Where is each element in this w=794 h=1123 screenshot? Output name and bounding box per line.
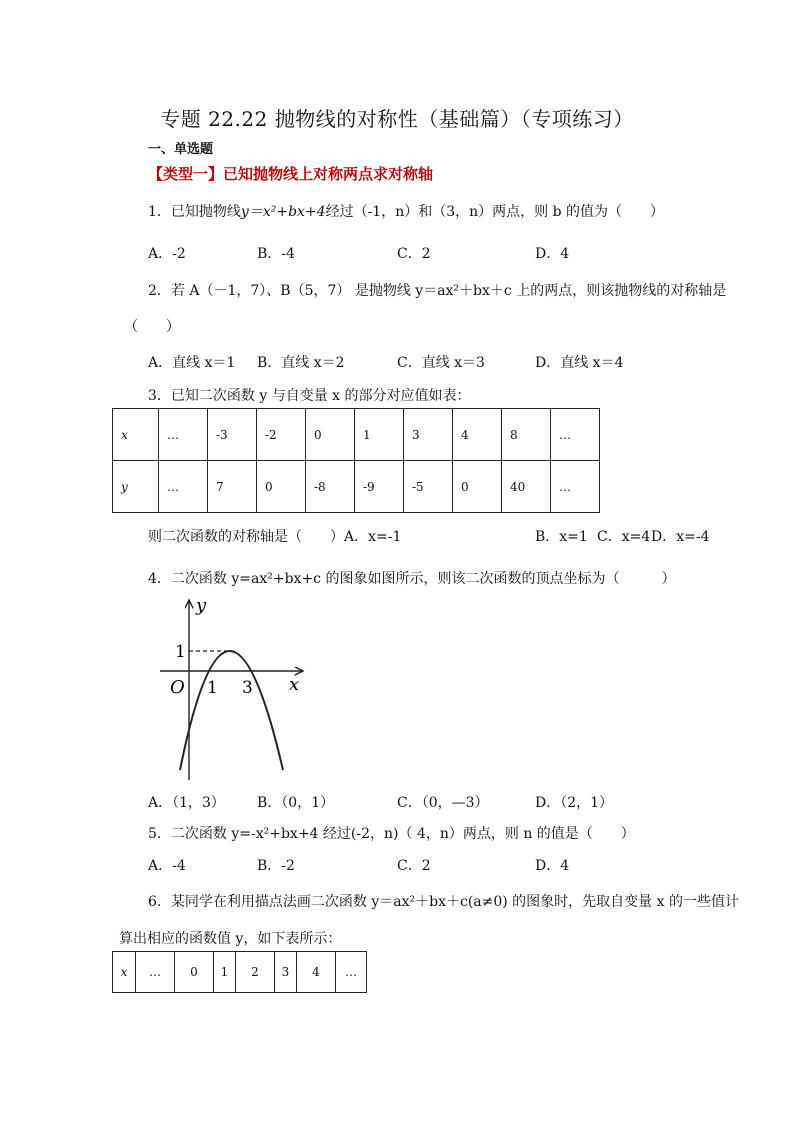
table-cell: 2 xyxy=(236,952,275,993)
table-cell: 4 xyxy=(297,952,336,993)
x-tick-3: 3 xyxy=(242,678,253,698)
table-cell: 4 xyxy=(453,409,502,461)
table-cell: 1 xyxy=(214,952,236,993)
table-cell: 0 xyxy=(175,952,214,993)
table-cell: -8 xyxy=(306,461,355,513)
table-cell: x xyxy=(113,409,159,461)
table-cell: 0 xyxy=(453,461,502,513)
q1-option-d[interactable]: D．4 xyxy=(535,246,570,262)
table-cell: … xyxy=(159,409,208,461)
q3-option-b[interactable]: B．x=1 xyxy=(535,529,588,545)
q1-formula: y＝x²+bx+4 xyxy=(240,204,326,220)
q1-option-a[interactable]: A．-2 xyxy=(148,246,186,262)
q4-option-d[interactable]: D．（2，1） xyxy=(535,795,614,811)
question-4: 4．二次函数 y=ax²+bx+c 的图象如图所示，则该二次函数的顶点坐标为（ ） xyxy=(148,571,676,587)
question-3: 3．已知二次函数 y 与自变量 x 的部分对应值如表： xyxy=(148,388,471,404)
q3-value-table xyxy=(112,408,600,513)
question-5: 5．二次函数 y=-x²+bx+4 经过(-2，n)（ 4，n）两点，则 n 的值是（ ） xyxy=(148,826,635,842)
table-cell: … xyxy=(159,461,208,513)
q2-option-b[interactable]: B．直线 x＝2 xyxy=(257,355,345,371)
table-row xyxy=(113,409,600,461)
table-cell: x xyxy=(113,952,136,993)
q3-option-c[interactable]: C．x=4 xyxy=(597,529,651,545)
q5-option-c[interactable]: C．2 xyxy=(397,858,431,874)
q5-option-a[interactable]: A．-4 xyxy=(148,858,186,874)
q2-option-c[interactable]: C．直线 x＝3 xyxy=(397,355,485,371)
q4-option-a[interactable]: A．（1，3） xyxy=(148,795,225,811)
table-cell: y xyxy=(113,461,159,513)
table-cell: 8 xyxy=(502,409,551,461)
table-cell: 0 xyxy=(306,409,355,461)
q5-option-d[interactable]: D．4 xyxy=(535,858,570,874)
parabola-curve xyxy=(180,651,283,770)
table-cell: 3 xyxy=(275,952,297,993)
question-6-line2: 算出相应的函数值 y，如下表所示： xyxy=(119,931,342,947)
q3-option-a[interactable]: 则二次函数的对称轴是（ ）A．x=-1 xyxy=(148,529,402,545)
table-cell: … xyxy=(336,952,367,993)
q1-text-b: 经过（-1，n）和（3，n）两点，则 b 的值为（ ） xyxy=(325,204,665,220)
q5-option-b[interactable]: B．-2 xyxy=(257,858,295,874)
q1-option-b[interactable]: B．-4 xyxy=(257,246,295,262)
table-cell: 1 xyxy=(355,409,404,461)
table-cell: … xyxy=(136,952,175,993)
table-cell: 3 xyxy=(404,409,453,461)
type-heading: 【类型一】已知抛物线上对称两点求对称轴 xyxy=(148,165,434,183)
x-tick-1: 1 xyxy=(207,678,218,698)
question-1 xyxy=(148,201,664,221)
y-tick-1: 1 xyxy=(175,642,186,662)
parabola-graph xyxy=(158,594,308,784)
table-cell: -3 xyxy=(208,409,257,461)
y-axis-label: y xyxy=(196,595,207,616)
table-cell: 0 xyxy=(257,461,306,513)
page-title: 专题 22.22 抛物线的对称性（基础篇）（专项练习） xyxy=(160,107,634,131)
table-row xyxy=(113,952,367,993)
q1-text-a: 1．已知抛物线 xyxy=(148,204,241,220)
q2-option-a[interactable]: A．直线 x＝1 xyxy=(148,355,236,371)
x-axis-label: x xyxy=(289,674,300,695)
table-row xyxy=(113,461,600,513)
table-cell: 40 xyxy=(502,461,551,513)
q6-value-table xyxy=(112,951,367,993)
table-cell: -9 xyxy=(355,461,404,513)
q1-option-c[interactable]: C．2 xyxy=(397,246,431,262)
q3-option-d[interactable]: D．x=-4 xyxy=(651,529,710,545)
question-6: 6．某同学在利用描点法画二次函数 y＝ax²＋bx＋c(a≠0) 的图象时，先取自变量 x 的一些值计 xyxy=(148,894,739,910)
origin-label: O xyxy=(170,677,185,698)
table-cell: … xyxy=(551,409,600,461)
table-cell: -2 xyxy=(257,409,306,461)
table-cell: … xyxy=(551,461,600,513)
question-2-bracket: （ ） xyxy=(124,319,180,335)
q2-option-d[interactable]: D．直线 x＝4 xyxy=(535,355,624,371)
question-2: 2．若 A（－1，7）、B（5，7） 是抛物线 y＝ax²＋bx＋c 上的两点，则该抛物线的对称轴是 xyxy=(148,283,727,299)
table-cell: 7 xyxy=(208,461,257,513)
q4-option-b[interactable]: B．（0，1） xyxy=(257,795,335,811)
section-heading: 一、单选题 xyxy=(148,142,214,157)
table-cell: -5 xyxy=(404,461,453,513)
q4-option-c[interactable]: C．（0，—3） xyxy=(397,795,489,811)
